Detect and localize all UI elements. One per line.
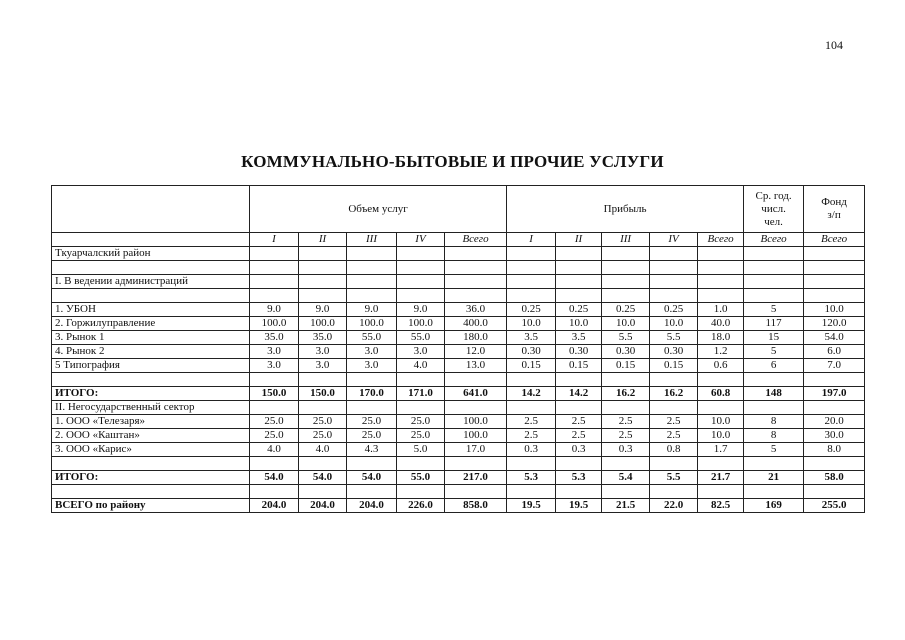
- section1-total-row: [52, 387, 865, 401]
- value-cell: 5: [744, 345, 804, 359]
- value-cell: 12.0: [445, 345, 507, 359]
- value-cell: 100.0: [347, 317, 397, 331]
- value-cell: 3.0: [347, 345, 397, 359]
- empty-cell: [445, 373, 507, 387]
- empty-cell: [299, 289, 347, 303]
- value-cell: 21.5: [602, 499, 650, 513]
- empty-cell: [698, 275, 744, 289]
- empty-cell: [250, 261, 299, 275]
- value-cell: 16.2: [650, 387, 698, 401]
- value-cell: 3.0: [250, 359, 299, 373]
- empty-cell: [744, 373, 804, 387]
- empty-cell: [650, 373, 698, 387]
- empty-cell: [445, 401, 507, 415]
- value-cell: 19.5: [556, 499, 602, 513]
- value-cell: 6: [744, 359, 804, 373]
- empty-cell: [556, 289, 602, 303]
- subheader-cell: Всего: [744, 233, 804, 247]
- value-cell: 25.0: [299, 415, 347, 429]
- grand-total-row: [52, 499, 865, 513]
- value-cell: 21.7: [698, 471, 744, 485]
- empty-cell: [445, 261, 507, 275]
- value-cell: 3.5: [507, 331, 556, 345]
- spacer-row: [52, 289, 865, 303]
- value-cell: 204.0: [347, 499, 397, 513]
- value-cell: 16.2: [602, 387, 650, 401]
- empty-cell: [52, 289, 250, 303]
- district-row: [52, 247, 865, 261]
- value-cell: 25.0: [250, 429, 299, 443]
- row-label: ИТОГО:: [52, 471, 250, 485]
- empty-cell: [698, 261, 744, 275]
- value-cell: 4.0: [299, 443, 347, 457]
- value-cell: 641.0: [445, 387, 507, 401]
- value-cell: 100.0: [397, 317, 445, 331]
- value-cell: 5.0: [397, 443, 445, 457]
- value-cell: 25.0: [299, 429, 347, 443]
- value-cell: 169: [744, 499, 804, 513]
- empty-cell: [602, 457, 650, 471]
- empty-cell: [347, 401, 397, 415]
- value-cell: 5.3: [556, 471, 602, 485]
- value-cell: 0.6: [698, 359, 744, 373]
- empty-cell: [250, 401, 299, 415]
- value-cell: 13.0: [445, 359, 507, 373]
- empty-cell: [347, 247, 397, 261]
- value-cell: 5.5: [650, 471, 698, 485]
- value-cell: 15: [744, 331, 804, 345]
- value-cell: 2.5: [650, 415, 698, 429]
- empty-cell: [507, 289, 556, 303]
- value-cell: 10.0: [698, 429, 744, 443]
- value-cell: 54.0: [250, 471, 299, 485]
- spacer-row: [52, 261, 865, 275]
- subheader-cell: IV: [397, 233, 445, 247]
- value-cell: 0.3: [507, 443, 556, 457]
- header-row: [52, 186, 865, 233]
- value-cell: 55.0: [397, 331, 445, 345]
- value-cell: 25.0: [347, 415, 397, 429]
- value-cell: 170.0: [347, 387, 397, 401]
- value-cell: 60.8: [698, 387, 744, 401]
- empty-cell: [299, 247, 347, 261]
- value-cell: 9.0: [347, 303, 397, 317]
- value-cell: 148: [744, 387, 804, 401]
- value-cell: 1.0: [698, 303, 744, 317]
- value-cell: 10.0: [650, 317, 698, 331]
- value-cell: 2.5: [650, 429, 698, 443]
- value-cell: 204.0: [250, 499, 299, 513]
- empty-cell: [744, 275, 804, 289]
- value-cell: 10.0: [556, 317, 602, 331]
- value-cell: 25.0: [250, 415, 299, 429]
- row-label: 1. УБОН: [52, 303, 250, 317]
- empty-cell: [507, 373, 556, 387]
- empty-cell: [602, 275, 650, 289]
- value-cell: 35.0: [299, 331, 347, 345]
- value-cell: 2.5: [507, 429, 556, 443]
- subheader-cell: Всего: [804, 233, 865, 247]
- empty-cell: [347, 485, 397, 499]
- value-cell: 180.0: [445, 331, 507, 345]
- value-cell: 0.25: [602, 303, 650, 317]
- empty-cell: [556, 457, 602, 471]
- row-label: 5 Типография: [52, 359, 250, 373]
- empty-cell: [52, 485, 250, 499]
- value-cell: 217.0: [445, 471, 507, 485]
- value-cell: 100.0: [445, 415, 507, 429]
- value-cell: 4.0: [397, 359, 445, 373]
- empty-cell: [299, 457, 347, 471]
- value-cell: 3.0: [299, 359, 347, 373]
- value-cell: 2.5: [507, 415, 556, 429]
- value-cell: 1.7: [698, 443, 744, 457]
- empty-cell: [250, 457, 299, 471]
- empty-cell: [804, 261, 865, 275]
- empty-cell: [250, 373, 299, 387]
- value-cell: 7.0: [804, 359, 865, 373]
- subheader-cell: III: [602, 233, 650, 247]
- empty-cell: [347, 457, 397, 471]
- subheader-cell: II: [299, 233, 347, 247]
- empty-cell: [602, 247, 650, 261]
- value-cell: 82.5: [698, 499, 744, 513]
- empty-cell: [347, 289, 397, 303]
- value-cell: 9.0: [299, 303, 347, 317]
- value-cell: 197.0: [804, 387, 865, 401]
- value-cell: 0.3: [556, 443, 602, 457]
- section2-title-row-label: II. Негосударственный сектор: [52, 401, 250, 415]
- value-cell: 19.5: [507, 499, 556, 513]
- empty-cell: [397, 401, 445, 415]
- header-wage-fund: [804, 186, 865, 233]
- empty-cell: [650, 275, 698, 289]
- value-cell: 255.0: [804, 499, 865, 513]
- empty-cell: [397, 457, 445, 471]
- empty-cell: [250, 485, 299, 499]
- value-cell: 0.8: [650, 443, 698, 457]
- empty-cell: [507, 247, 556, 261]
- empty-cell: [299, 275, 347, 289]
- value-cell: 6.0: [804, 345, 865, 359]
- subheader-cell: Всего: [445, 233, 507, 247]
- empty-cell: [650, 457, 698, 471]
- empty-cell: [602, 289, 650, 303]
- row-label: 1. ООО «Телезаря»: [52, 415, 250, 429]
- section1-title-row-label: I. В ведении администраций: [52, 275, 250, 289]
- empty-cell: [299, 401, 347, 415]
- empty-cell: [397, 247, 445, 261]
- row-label: 2. Горжилуправление: [52, 317, 250, 331]
- empty-cell: [507, 261, 556, 275]
- value-cell: 0.30: [650, 345, 698, 359]
- value-cell: 10.0: [804, 303, 865, 317]
- value-cell: 58.0: [804, 471, 865, 485]
- value-cell: 400.0: [445, 317, 507, 331]
- subheader-cell: I: [250, 233, 299, 247]
- value-cell: 0.30: [602, 345, 650, 359]
- value-cell: 1.2: [698, 345, 744, 359]
- value-cell: 5: [744, 443, 804, 457]
- empty-cell: [650, 401, 698, 415]
- empty-cell: [507, 275, 556, 289]
- empty-cell: [250, 289, 299, 303]
- empty-cell: [250, 275, 299, 289]
- value-cell: 2.5: [602, 429, 650, 443]
- section1-title-row: [52, 275, 865, 289]
- empty-cell: [602, 373, 650, 387]
- empty-cell: [299, 261, 347, 275]
- empty-cell: [250, 247, 299, 261]
- empty-cell: [744, 289, 804, 303]
- value-cell: 5.5: [602, 331, 650, 345]
- section2-total-row: [52, 471, 865, 485]
- value-cell: 171.0: [397, 387, 445, 401]
- empty-cell: [397, 275, 445, 289]
- value-cell: 4.3: [347, 443, 397, 457]
- empty-cell: [347, 373, 397, 387]
- empty-cell: [698, 457, 744, 471]
- empty-cell: [556, 275, 602, 289]
- value-cell: 22.0: [650, 499, 698, 513]
- table-row: [52, 429, 865, 443]
- header-avg-staff: [744, 186, 804, 233]
- value-cell: 55.0: [347, 331, 397, 345]
- empty-cell: [804, 485, 865, 499]
- value-cell: 40.0: [698, 317, 744, 331]
- page-number: 104: [825, 38, 843, 52]
- header-avg-staff-line1: Ср. год.: [755, 189, 792, 202]
- value-cell: 8: [744, 429, 804, 443]
- table-row: [52, 415, 865, 429]
- spacer-row: [52, 485, 865, 499]
- value-cell: 0.25: [650, 303, 698, 317]
- empty-cell: [52, 457, 250, 471]
- table-row: [52, 331, 865, 345]
- empty-cell: [804, 275, 865, 289]
- value-cell: 54.0: [299, 471, 347, 485]
- empty-cell: [698, 373, 744, 387]
- table-row: [52, 345, 865, 359]
- value-cell: 4.0: [250, 443, 299, 457]
- value-cell: 5.3: [507, 471, 556, 485]
- value-cell: 100.0: [250, 317, 299, 331]
- empty-cell: [650, 289, 698, 303]
- empty-cell: [804, 373, 865, 387]
- empty-cell: [744, 401, 804, 415]
- value-cell: 150.0: [250, 387, 299, 401]
- header-empty-cell: [52, 186, 250, 233]
- subheader-cell: IV: [650, 233, 698, 247]
- value-cell: 2.5: [556, 429, 602, 443]
- services-table: [51, 185, 865, 513]
- value-cell: 3.0: [250, 345, 299, 359]
- value-cell: 9.0: [250, 303, 299, 317]
- value-cell: 0.30: [507, 345, 556, 359]
- empty-cell: [299, 485, 347, 499]
- table-row: [52, 443, 865, 457]
- empty-cell: [556, 373, 602, 387]
- empty-cell: [744, 485, 804, 499]
- value-cell: 5: [744, 303, 804, 317]
- subheader-cell: III: [347, 233, 397, 247]
- empty-cell: [602, 401, 650, 415]
- value-cell: 117: [744, 317, 804, 331]
- spacer-row: [52, 457, 865, 471]
- row-label: 4. Рынок 2: [52, 345, 250, 359]
- spacer-row: [52, 373, 865, 387]
- empty-cell: [650, 261, 698, 275]
- value-cell: 30.0: [804, 429, 865, 443]
- page-title: КОММУНАЛЬНО-БЫТОВЫЕ И ПРОЧИЕ УСЛУГИ: [241, 152, 664, 171]
- empty-cell: [744, 247, 804, 261]
- section2-title-row: [52, 401, 865, 415]
- row-label: 2. ООО «Каштан»: [52, 429, 250, 443]
- value-cell: 150.0: [299, 387, 347, 401]
- header-avg-staff-line2: числ.: [761, 202, 786, 215]
- value-cell: 10.0: [698, 415, 744, 429]
- empty-cell: [804, 401, 865, 415]
- value-cell: 54.0: [347, 471, 397, 485]
- value-cell: 25.0: [397, 429, 445, 443]
- value-cell: 14.2: [556, 387, 602, 401]
- empty-cell: [397, 485, 445, 499]
- subheader-cell: II: [556, 233, 602, 247]
- empty-cell: [52, 373, 250, 387]
- value-cell: 0.15: [650, 359, 698, 373]
- value-cell: 2.5: [556, 415, 602, 429]
- empty-cell: [650, 247, 698, 261]
- value-cell: 14.2: [507, 387, 556, 401]
- table-row: [52, 303, 865, 317]
- header-wage-fund-line2: з/п: [827, 209, 841, 221]
- empty-cell: [556, 261, 602, 275]
- value-cell: 35.0: [250, 331, 299, 345]
- header-wage-fund-line1: Фонд: [821, 196, 847, 208]
- value-cell: 3.5: [556, 331, 602, 345]
- value-cell: 17.0: [445, 443, 507, 457]
- value-cell: 10.0: [602, 317, 650, 331]
- subheader-row: [52, 233, 865, 247]
- header-volume: Объем услуг: [250, 186, 507, 233]
- empty-cell: [804, 247, 865, 261]
- empty-cell: [698, 401, 744, 415]
- row-label: ИТОГО:: [52, 387, 250, 401]
- empty-cell: [804, 289, 865, 303]
- empty-cell: [445, 275, 507, 289]
- empty-cell: [507, 485, 556, 499]
- value-cell: 5.5: [650, 331, 698, 345]
- district-row-label: Ткуарчалский район: [52, 247, 250, 261]
- empty-cell: [556, 247, 602, 261]
- value-cell: 55.0: [397, 471, 445, 485]
- empty-cell: [602, 261, 650, 275]
- empty-cell: [744, 261, 804, 275]
- subheader-cell: I: [507, 233, 556, 247]
- value-cell: 120.0: [804, 317, 865, 331]
- value-cell: 3.0: [397, 345, 445, 359]
- empty-cell: [347, 275, 397, 289]
- empty-cell: [397, 289, 445, 303]
- value-cell: 25.0: [397, 415, 445, 429]
- value-cell: 10.0: [507, 317, 556, 331]
- empty-cell: [445, 485, 507, 499]
- row-label: 3. ООО «Карис»: [52, 443, 250, 457]
- empty-cell: [397, 261, 445, 275]
- value-cell: 8.0: [804, 443, 865, 457]
- empty-cell: [445, 457, 507, 471]
- value-cell: 36.0: [445, 303, 507, 317]
- value-cell: 3.0: [299, 345, 347, 359]
- value-cell: 21: [744, 471, 804, 485]
- empty-cell: [347, 261, 397, 275]
- value-cell: 0.15: [507, 359, 556, 373]
- subheader-empty-cell: [52, 233, 250, 247]
- value-cell: 0.25: [507, 303, 556, 317]
- empty-cell: [698, 289, 744, 303]
- empty-cell: [804, 457, 865, 471]
- empty-cell: [397, 373, 445, 387]
- table-row: [52, 317, 865, 331]
- value-cell: 5.4: [602, 471, 650, 485]
- empty-cell: [744, 457, 804, 471]
- empty-cell: [698, 247, 744, 261]
- value-cell: 9.0: [397, 303, 445, 317]
- value-cell: 25.0: [347, 429, 397, 443]
- value-cell: 0.3: [602, 443, 650, 457]
- empty-cell: [650, 485, 698, 499]
- header-avg-staff-line3: чел.: [764, 215, 783, 228]
- value-cell: 226.0: [397, 499, 445, 513]
- value-cell: 0.25: [556, 303, 602, 317]
- empty-cell: [445, 289, 507, 303]
- header-profit: Прибыль: [507, 186, 744, 233]
- row-label: ВСЕГО по району: [52, 499, 250, 513]
- value-cell: 8: [744, 415, 804, 429]
- empty-cell: [556, 401, 602, 415]
- table-row: [52, 359, 865, 373]
- empty-cell: [445, 247, 507, 261]
- value-cell: 100.0: [445, 429, 507, 443]
- value-cell: 0.30: [556, 345, 602, 359]
- empty-cell: [299, 373, 347, 387]
- empty-cell: [556, 485, 602, 499]
- value-cell: 3.0: [347, 359, 397, 373]
- empty-cell: [698, 485, 744, 499]
- empty-cell: [602, 485, 650, 499]
- value-cell: 20.0: [804, 415, 865, 429]
- value-cell: 858.0: [445, 499, 507, 513]
- row-label: 3. Рынок 1: [52, 331, 250, 345]
- value-cell: 18.0: [698, 331, 744, 345]
- empty-cell: [507, 457, 556, 471]
- value-cell: 204.0: [299, 499, 347, 513]
- empty-cell: [52, 261, 250, 275]
- value-cell: 2.5: [602, 415, 650, 429]
- value-cell: 100.0: [299, 317, 347, 331]
- empty-cell: [507, 401, 556, 415]
- subheader-cell: Всего: [698, 233, 744, 247]
- value-cell: 0.15: [556, 359, 602, 373]
- value-cell: 54.0: [804, 331, 865, 345]
- value-cell: 0.15: [602, 359, 650, 373]
